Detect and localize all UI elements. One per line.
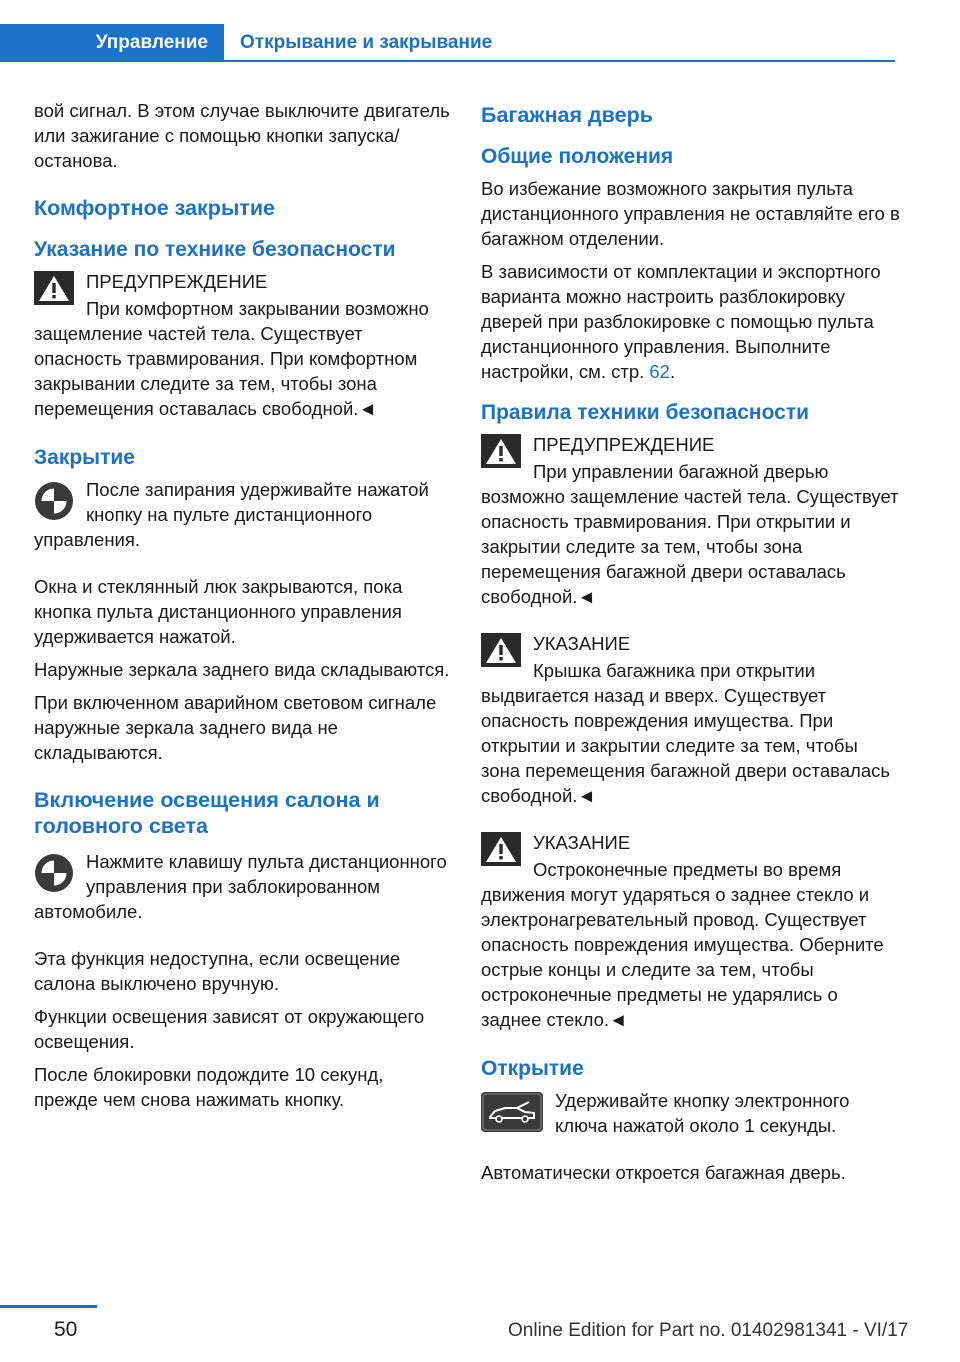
intro-paragraph: вой сигнал. В этом случае выключите двигатель или зажигание с помощью кнопки запуска/останова. [34, 100, 450, 171]
warning-icon [34, 271, 74, 305]
closing-paragraph-hazard: При включенном аварийном световом сигнале наружные зеркала заднего вида не складываются. [34, 692, 437, 763]
heading-opening: Открытие [481, 1057, 584, 1080]
general-paragraph-settings: В зависимости от комплектации и экспортного варианта можно настроить разблокировку дверей при разблокировке с помощью пульта дистанционного управления. Выполните настройки, см. стр. 62. [481, 261, 881, 382]
notice-text: Остроконечные предметы во время движения могут ударяться о заднее стекло и электронагревательный провод. Существует опасность повреждения имущества. Оберните острые концы и следите за тем, чтобы остроконечные предметы не ударялись о заднее стекло.◄ [481, 859, 884, 1030]
lights-paragraph-wait: После блокировки подождите 10 секунд, прежде чем снова нажимать кнопку. [34, 1064, 384, 1110]
right-column [481, 98, 901, 1193]
warning-text: При комфортном закрывании возможно защемление частей тела. Существует опасность травмирования. При комфортном закрывании следите за тем, чтобы зона перемещения оставалась свободной.◄ [34, 298, 429, 419]
heading-safety-rules: Правила техники безопасности [481, 401, 810, 424]
lights-paragraph-manual: Эта функция недоступна, если освещение салона выключено вручную. [34, 948, 401, 994]
heading-comfort-close: Комфортное закрытие [34, 196, 276, 220]
warning-label: ПРЕДУПРЕЖДЕНИЕ [533, 434, 715, 455]
opening-instruction: Удерживайте кнопку электронного ключа нажатой около 1 секунды. [555, 1090, 850, 1136]
heading-safety-note: Указание по технике безопасности [34, 238, 396, 261]
edition-footer: Online Edition for Part no. 01402981341 - VI/17 [508, 1320, 909, 1341]
heading-closing: Закрытие [34, 446, 135, 469]
warning-text: При управлении багажной дверью возможно защемление частей тела. Существует опасность травмирования. При открытии и закрытии следите за тем, чтобы зона перемещения багажной двери оставалась свободной.◄ [481, 461, 899, 607]
header-rule [224, 60, 895, 62]
lights-instruction: Нажмите клавишу пульта дистанционного управления при заблокированном автомобиле. [34, 851, 447, 922]
notice-icon [481, 832, 521, 866]
left-column [34, 98, 452, 1120]
opening-result: Автоматически откроется багажная дверь. [481, 1162, 846, 1183]
notice-label: УКАЗАНИЕ [533, 633, 631, 654]
tailgate-key-button-icon [481, 1092, 543, 1132]
section-tab-chapter: Открывание и закрывание [240, 32, 493, 53]
notice-label: УКАЗАНИЕ [533, 832, 631, 853]
section-tab-active: Управление [0, 24, 224, 62]
general-paragraph-remote: Во избежание возможного закрытия пульта дистанционного управления не оставляйте его в багажном отделении. [481, 178, 900, 249]
heading-tailgate: Багажная дверь [481, 103, 653, 127]
heading-interior-lights: Включение освещения салона и головного света [34, 788, 380, 838]
warning-label: ПРЕДУПРЕЖДЕНИЕ [86, 271, 268, 292]
page-number-rule [0, 1305, 97, 1308]
page-header [0, 24, 895, 62]
heading-general: Общие положения [481, 145, 674, 168]
notice-text: Крышка багажника при открытии выдвигается назад и вверх. Существует опасность повреждения имущества. При открытии и закрытии следите за тем, чтобы зона перемещения багажной двери оставалась свободной.◄ [481, 660, 890, 806]
closing-paragraph-windows: Окна и стеклянный люк закрываются, пока кнопка пульта дистанционного управления удерживается нажатой. [34, 576, 403, 647]
warning-icon [481, 434, 521, 468]
bmw-key-button-icon [34, 853, 74, 893]
lights-paragraph-ambient: Функции освещения зависят от окружающего освещения. [34, 1006, 425, 1052]
closing-paragraph-mirrors: Наружные зеркала заднего вида складываются. [34, 659, 450, 680]
closing-instruction: После запирания удерживайте нажатой кнопку на пульте дистанционного управления. [34, 479, 429, 550]
notice-icon [481, 633, 521, 667]
page-number: 50 [54, 1318, 78, 1341]
bmw-key-button-icon [34, 481, 74, 521]
page-reference-link[interactable]: 62 [649, 361, 670, 382]
